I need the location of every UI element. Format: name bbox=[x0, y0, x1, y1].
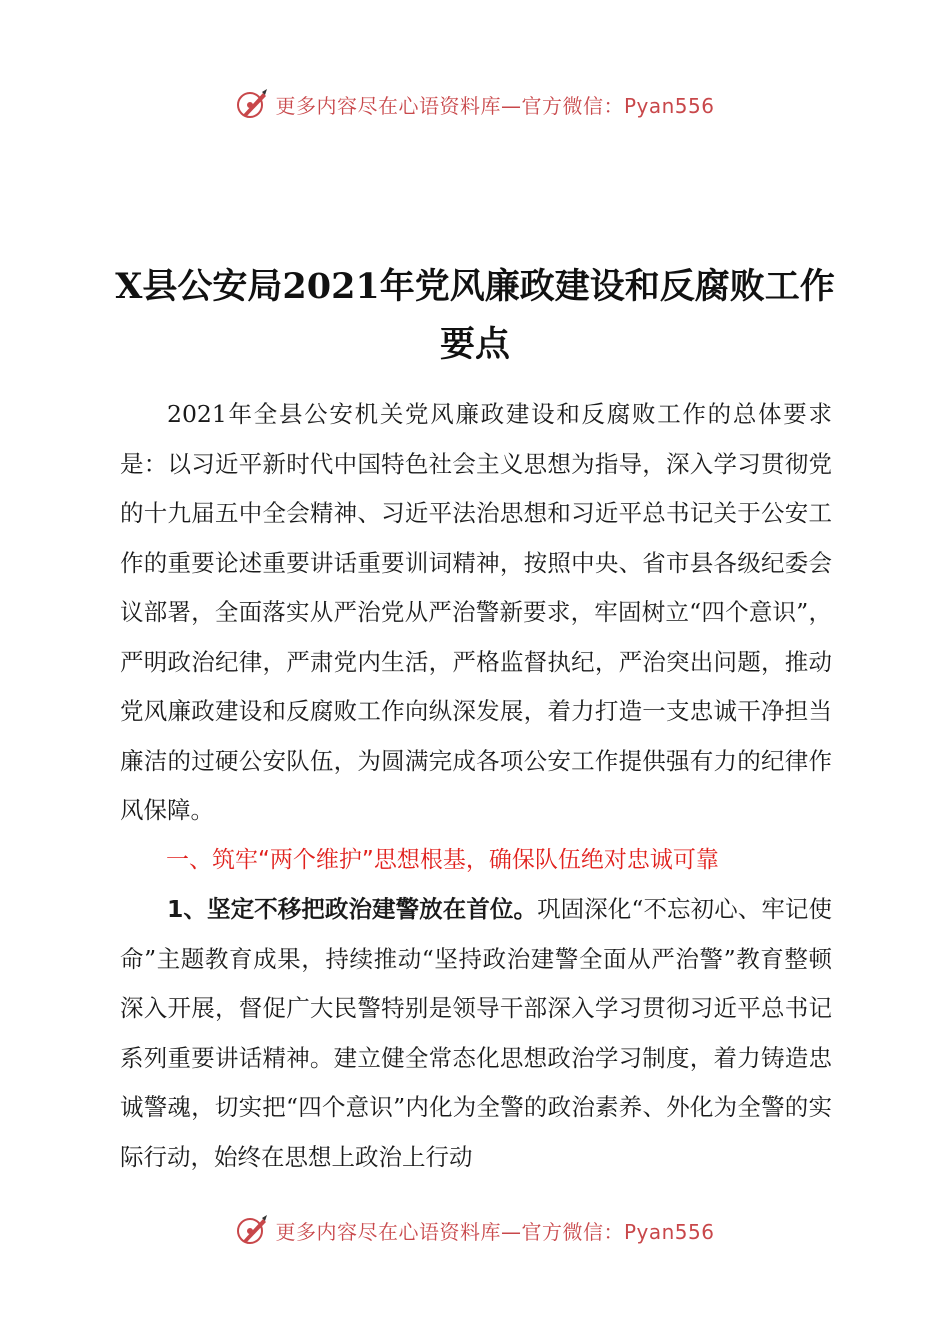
pen-circle-logo-icon bbox=[235, 87, 269, 121]
item-paragraph-1 bbox=[120, 885, 832, 1182]
title-line-1: X县公安局2021年党风廉政建设和反腐败工作 bbox=[115, 266, 835, 307]
section-heading-1: 一、筑牢“两个维护”思想根基，确保队伍绝对忠诚可靠 bbox=[166, 846, 719, 873]
header-watermark bbox=[0, 84, 950, 124]
title-line-2: 要点 bbox=[439, 324, 510, 365]
pen-circle-logo-icon bbox=[235, 1213, 269, 1247]
item-text-1: 巩固深化“不忘初心、牢记使命”主题教育成果，持续推动“坚持政治建警全面从严治警”教育整顿深入开展，督促广大民警特别是领导干部深入学习贯彻习近平总书记系列重要讲话精神。建立健全常态化思想政治学习制度，着力铸造忠诚警魂，切实把“四个意识”内化为全警的政治素养、外化为全警的实际行动，始终在思想上政治上行动 bbox=[120, 895, 833, 1171]
item-lead-1: 1、坚定不移把政治建警放在首位。 bbox=[167, 895, 538, 923]
watermark-text: 更多内容尽在心语资料库—官方微信：Pyan556 bbox=[275, 93, 715, 118]
document-body bbox=[120, 390, 832, 1182]
intro-paragraph: 2021年全县公安机关党风廉政建设和反腐败工作的总体要求是：以习近平新时代中国特色社会主义思想为指导，深入学习贯彻党的十九届五中全会精神、习近平法治思想和习近平总书记关于公安工作的重要论述重要讲话重要训词精神，按照中央、省市县各级纪委会议部署，全面落实从严治党从严治警新要求，牢固树立“四个意识”，严明政治纪律，严肃党内生活，严格监督执纪，严治突出问题，推动党风廉政建设和反腐败工作向纵深发展，着力打造一支忠诚干净担当廉洁的过硬公安队伍，为圆满完成各项公安工作提供强有力的纪律作风保障。 bbox=[120, 400, 832, 824]
document-title bbox=[95, 258, 855, 374]
footer-watermark bbox=[0, 1210, 950, 1250]
watermark-text: 更多内容尽在心语资料库—官方微信：Pyan556 bbox=[275, 1219, 715, 1244]
